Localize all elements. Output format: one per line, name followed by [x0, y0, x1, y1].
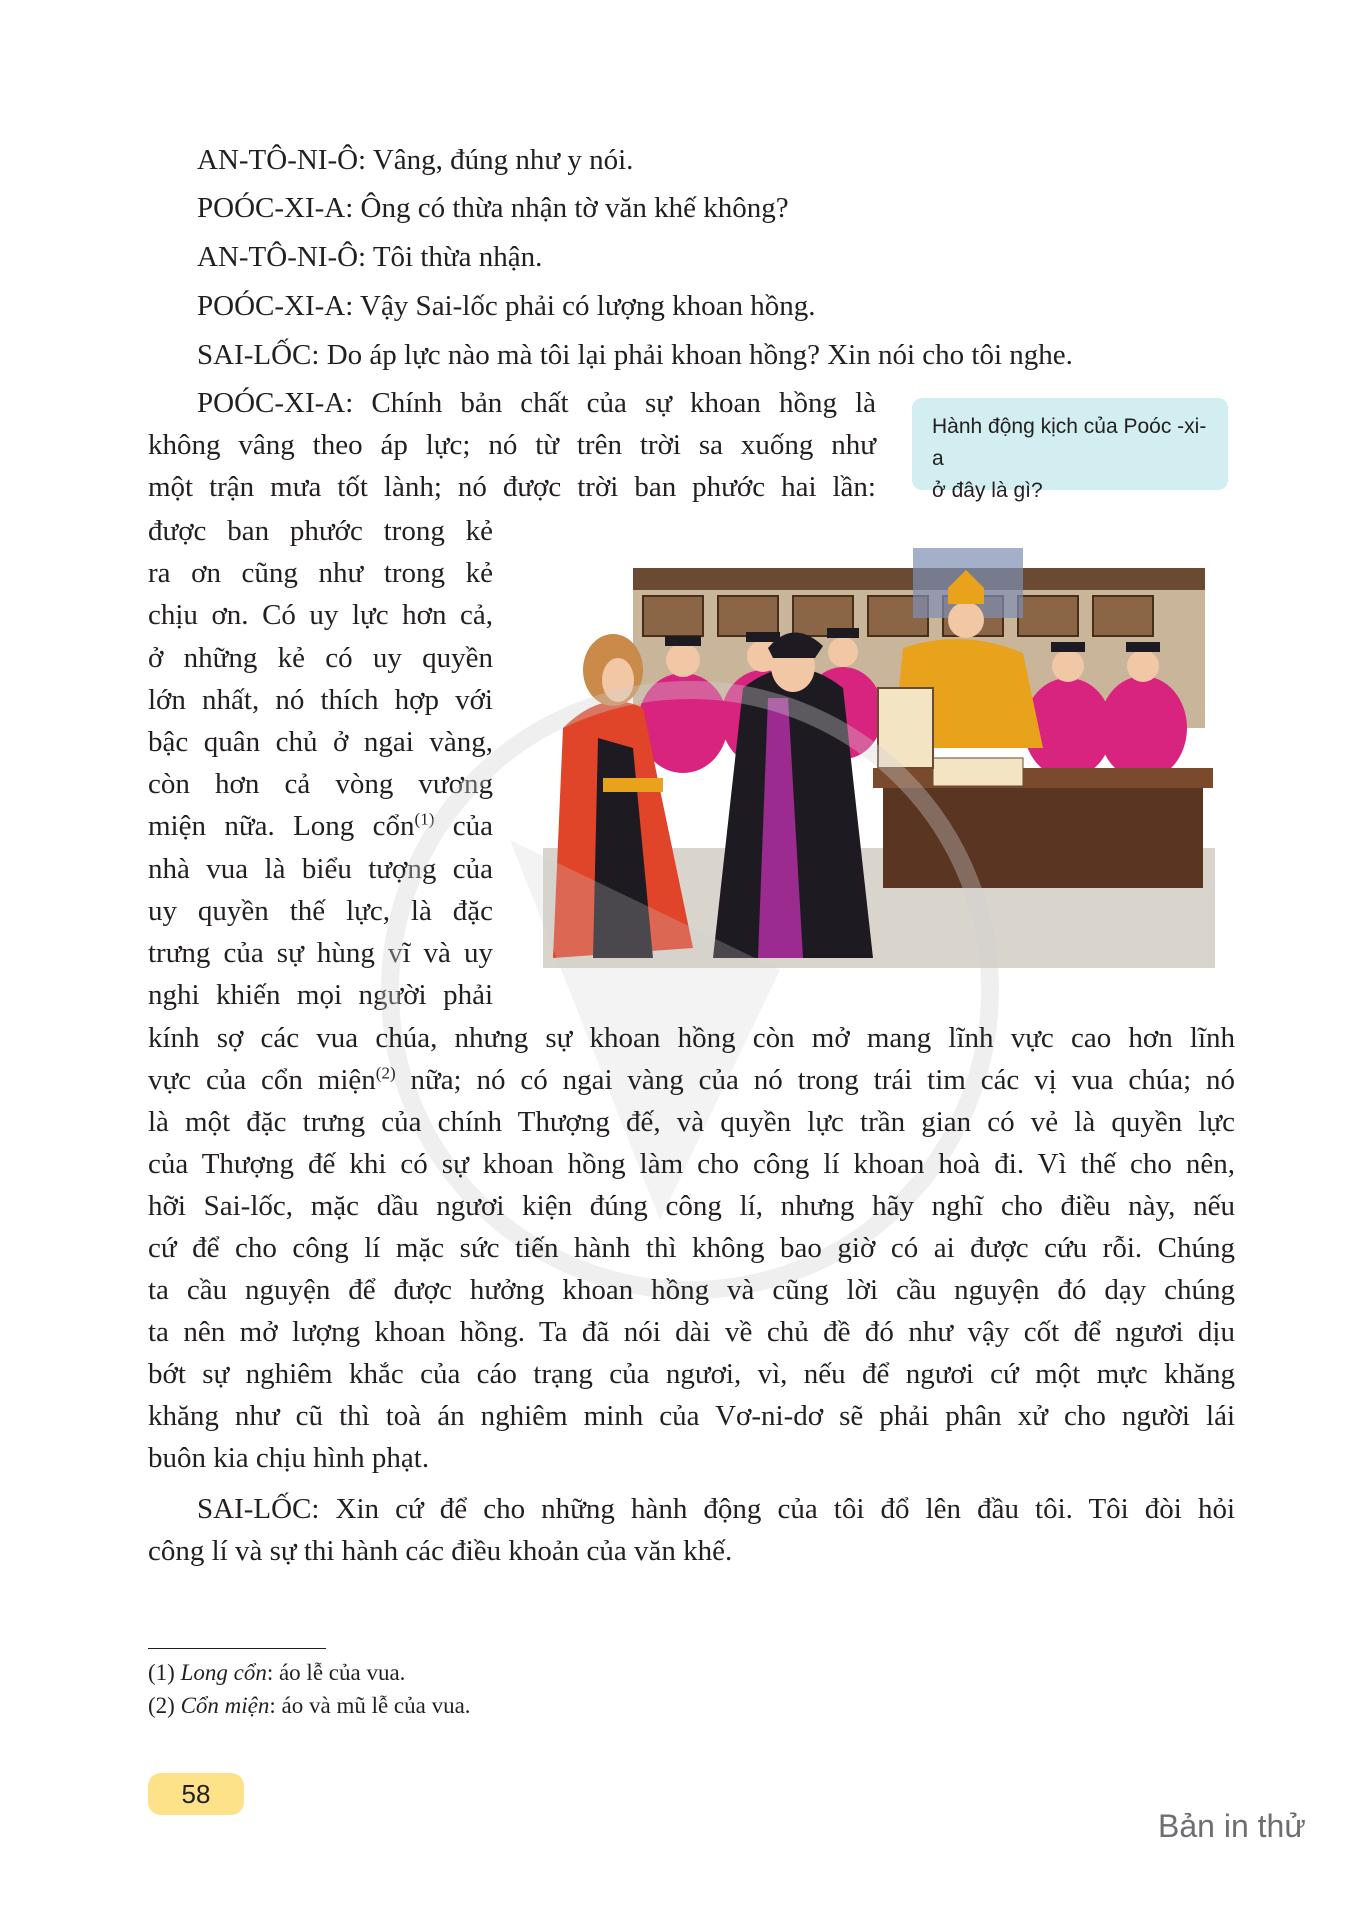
footnote-1: [148, 1656, 471, 1689]
footnote-term: Long cổn: [180, 1660, 267, 1685]
footnotes: [148, 1656, 471, 1722]
dialogue-line-portia-1: POÓC-XI-A: Ông có thừa nhận tờ văn khế không?: [197, 192, 789, 224]
speech-line: còn hơn cả vòng vương: [148, 768, 493, 801]
dialogue-line-antonio-2: AN-TÔ-NI-Ô: Tôi thừa nhận.: [197, 241, 543, 273]
speech-line: buôn kia chịu hình phạt.: [148, 1442, 430, 1474]
speech-line: ra ơn cũng như trong kẻ: [148, 557, 493, 590]
speech-line: SAI-LỐC: Xin cứ để cho những hành động của tôi đổ lên đầu tôi. Tôi đòi hỏi: [197, 1493, 1235, 1525]
footnote-term: Cổn miện: [180, 1693, 270, 1718]
speech-line: ta cầu nguyện để được hưởng khoan hồng và cũng lời cầu nguyện đó dạy chúng: [148, 1274, 1235, 1306]
speech-line: của Thượng đế khi có sự khoan hồng làm cho công lí khoan hoà đi. Vì thế cho nên,: [148, 1148, 1235, 1180]
speech-text: miện nữa. Long cổn: [148, 810, 415, 843]
speech-text: nữa; nó có ngai vàng của nó trong trái tim các vị vua chúa; nó: [395, 1064, 1235, 1096]
speech-line: một trận mưa tốt lành; nó được trời ban phước hai lần:: [148, 471, 876, 503]
speech-line: bớt sự nghiêm khắc của cáo trạng của ngươi, vì, nếu để ngươi cứ một mực khăng: [148, 1358, 1235, 1390]
speech-line: POÓC-XI-A: Chính bản chất của sự khoan hồng là: [197, 387, 876, 419]
portia-speech-narrow: [148, 510, 493, 1016]
speech-line: khăng như cũ thì toà án nghiêm minh của Vơ-ni-dơ sẽ phải phân xử cho người lái: [148, 1400, 1235, 1432]
footnote-2: [148, 1689, 471, 1722]
speech-line: được ban phước trong kẻ: [148, 515, 493, 547]
proof-label: Bản in thử: [1158, 1808, 1306, 1844]
callout-line: Hành động kịch của Poóc -xi-a: [932, 415, 1207, 470]
speech-line: hỡi Sai-lốc, mặc dầu ngươi kiện đúng công lí, nhưng hãy nghĩ cho điều này, nếu: [148, 1190, 1235, 1222]
speech-line: là một đặc trưng của chính Thượng đế, và quyền lực trần gian có vẻ là quyền lực: [148, 1106, 1235, 1138]
footnote-definition: : áo và mũ lễ của vua.: [269, 1693, 471, 1718]
footnote-definition: : áo lễ của vua.: [266, 1660, 406, 1685]
dialogue-line-shylock-1: SAI-LỐC: Do áp lực nào mà tôi lại phải khoan hồng? Xin nói cho tôi nghe.: [197, 339, 1073, 371]
dialogue-line-portia-2: POÓC-XI-A: Vậy Sai-lốc phải có lượng khoan hồng.: [197, 290, 816, 322]
speech-line: lớn nhất, nó thích hợp với: [148, 683, 493, 716]
speech-text: vực của cổn miện: [148, 1064, 376, 1096]
speech-line: ta nên mở lượng khoan hồng. Ta đã nói dài về chủ đề đó như vậy cốt để ngươi dịu: [148, 1316, 1235, 1348]
speech-line: ở những kẻ có uy quyền: [148, 641, 493, 674]
callout-line: ở đây là gì?: [932, 479, 1043, 502]
speech-line: không vâng theo áp lực; nó từ trên trời sa xuống như: [148, 429, 876, 461]
speech-line: nhà vua là biểu tượng của: [148, 852, 493, 885]
speech-line: uy quyền thế lực, là đặc: [148, 894, 493, 927]
page-number: 58: [148, 1773, 244, 1815]
speech-line: công lí và sự thi hành các điều khoản của văn khế.: [148, 1535, 733, 1567]
shylock-reply: [148, 1488, 1235, 1572]
speech-line: chịu ơn. Có uy lực hơn cả,: [148, 599, 493, 632]
portia-speech-wide: [148, 1017, 1235, 1479]
speech-line: nghi khiến mọi người phải: [148, 979, 493, 1012]
portia-speech-top: [148, 382, 876, 508]
speech-line: bậc quân chủ ở ngai vàng,: [148, 726, 493, 759]
courtroom-illustration: [543, 548, 1215, 968]
speech-line: cứ để cho công lí mặc sức tiến hành thì không bao giờ có ai được cứu rỗi. Chúng: [148, 1232, 1235, 1264]
footnote-divider: [148, 1648, 326, 1649]
speech-text: của: [434, 810, 493, 843]
question-callout: [912, 398, 1228, 502]
speech-line: kính sợ các vua chúa, nhưng sự khoan hồng còn mở mang lĩnh vực cao hơn lĩnh: [148, 1022, 1235, 1054]
footnote-number: (1): [148, 1660, 181, 1685]
dialogue-line-antonio-1: AN-TÔ-NI-Ô: Vâng, đúng như y nói.: [197, 144, 634, 176]
speech-line-con-mien: [148, 1059, 1235, 1101]
footnote-mark-2: (2): [375, 1063, 396, 1083]
speech-line-long-con: [148, 805, 493, 847]
footnote-number: (2): [148, 1693, 181, 1718]
footnote-mark-1: (1): [414, 809, 435, 829]
speech-line: trưng của sự hùng vĩ và uy: [148, 937, 493, 970]
